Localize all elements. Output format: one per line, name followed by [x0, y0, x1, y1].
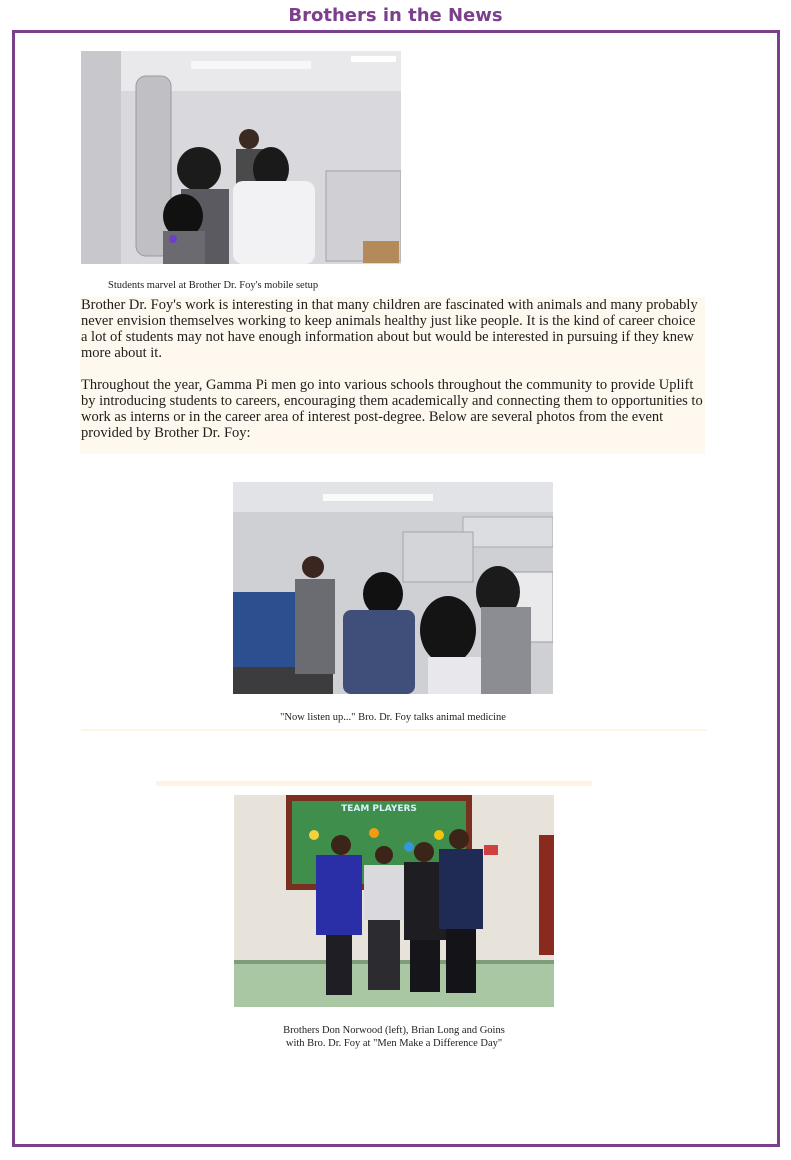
photo-mobile-setup — [81, 51, 401, 264]
article-paragraph-2: Throughout the year, Gamma Pi men go into various schools throughout the community to provide Uplift by introducing students to careers, encouraging them academically and connecting them to opportunities to work as interns or in the career area of interest post-degree. Below are several photos from the event provided by Brother Dr. Foy: — [81, 377, 703, 441]
page-title: Brothers in the News — [288, 5, 503, 26]
article-paragraph-1: Brother Dr. Foy's work is interesting in that many children are fascinated with animals and many probably never envision themselves working to keep animals healthy just like people. It is the kind of career choice a lot of students may not have enough information about but would be interested in pursuing if they knew more about it. — [81, 297, 698, 361]
photo-animal-medicine — [233, 482, 553, 694]
article-text — [80, 297, 705, 454]
divider — [81, 729, 707, 731]
photo2-caption: "Now listen up..." Bro. Dr. Foy talks animal medicine — [280, 712, 506, 723]
board-title: TEAM PLAYERS — [341, 804, 417, 814]
photo3-caption-line-1: Brothers Don Norwood (left), Brian Long and Goins — [283, 1025, 505, 1036]
photo3-caption-line-2: with Bro. Dr. Foy at "Men Make a Difference Day" — [285, 1038, 503, 1049]
divider — [156, 781, 592, 786]
photo1-caption: Students marvel at Brother Dr. Foy's mobile setup — [108, 280, 319, 291]
photo-men-make-difference — [234, 795, 554, 1007]
photo3-caption — [234, 1024, 554, 1050]
